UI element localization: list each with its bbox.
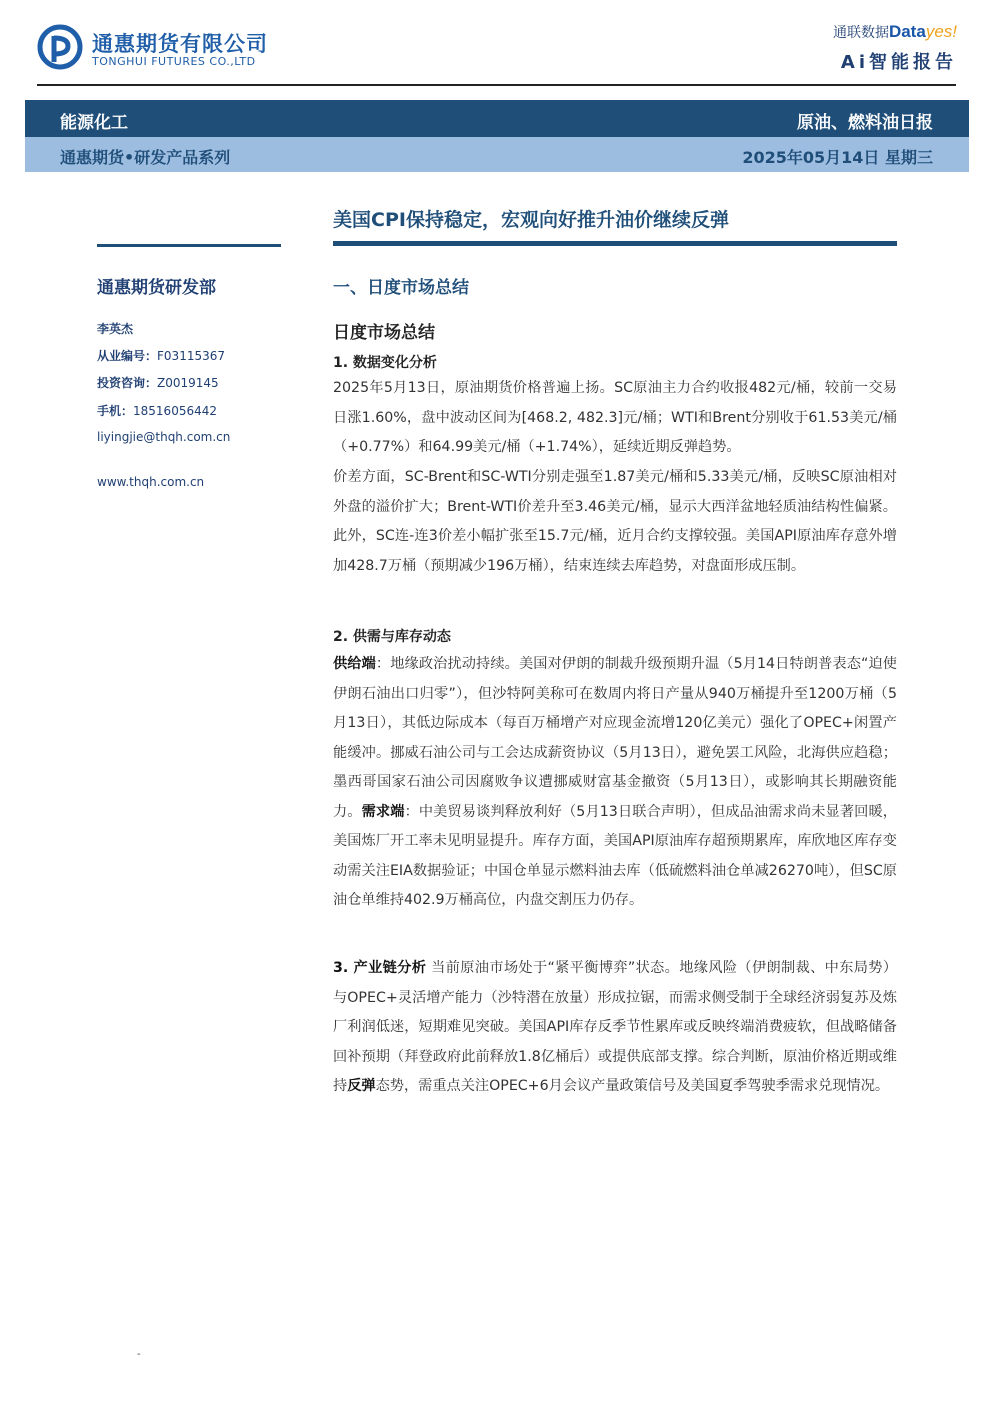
datayes-prefix: 通联数据 [832, 25, 889, 41]
data-analysis-paragraph-1: 2025年5月13日，原油期货价格普遍上扬。SC原油主力合约收报482元/桶，较前一交易日涨1.60%，盘中波动区间为[468.2, 482.3]元/桶；WTI和Brent分别收于61.53美元/桶（+0.77%）和64.99美元/桶（+1.74%），延续近期反弹趋势。 [333, 380, 897, 455]
subsection-heading: 日度市场总结 [333, 323, 435, 343]
advisory-label: 投资咨询： [97, 376, 158, 390]
report-type-label: 原油、燃料油日报 [797, 113, 933, 133]
ai-report-label: Ai智能报告 [840, 52, 957, 73]
tonghui-logo-icon [37, 24, 83, 70]
title-underline [333, 241, 897, 246]
section-heading: 一、日度市场总结 [333, 278, 469, 298]
sector-band [25, 100, 969, 137]
data-analysis-heading: 1. 数据变化分析 [333, 355, 437, 371]
series-band [25, 137, 969, 172]
license-row [97, 347, 225, 364]
department-name: 通惠期货研发部 [97, 278, 216, 298]
datayes-logo [833, 22, 957, 42]
supply-demand-paragraph [333, 650, 897, 916]
supply-label: 供给端 [333, 656, 376, 672]
email-link[interactable]: liyingjie@thqh.com.cn [97, 430, 231, 444]
supply-demand-heading: 2. 供需与库存动态 [333, 629, 451, 645]
industry-chain-paragraph [333, 954, 897, 1102]
footer-mark: - [137, 1349, 141, 1360]
industry-chain-text-b: 态势，需重点关注OPEC+6月会议产量政策信号及美国夏季驾驶季需求兑现情况。 [375, 1078, 890, 1094]
industry-chain-heading: 3. 产业链分析 [333, 960, 427, 976]
series-label: 通惠期货•研发产品系列 [60, 148, 231, 167]
demand-label: 需求端 [361, 803, 405, 820]
datayes-brand: Data [888, 22, 926, 41]
datayes-suffix: yes! [925, 22, 957, 41]
document-title: 美国CPI保持稳定，宏观向好推升油价继续反弹 [333, 209, 729, 231]
report-date: 2025年05月14日 星期三 [742, 148, 933, 167]
demand-text: ：中美贸易谈判释放利好（5月13日联合声明），但成品油需求尚未显著回暖，美国炼厂开工率未见明显提升。库存方面，美国API原油库存超预期累库，库欣地区库存变动需关注EIA数据验证；中国仓单显示燃料油去库（低硫燃料油仓单减26270吨），但SC原油仓单维持402.9万桶高位，内盘交割压力仍存。 [333, 803, 897, 908]
rebound-emphasis: 反弹 [347, 1078, 376, 1094]
header-divider [37, 84, 956, 86]
data-analysis-paragraph-2: 价差方面，SC-Brent和SC-WTI分别走强至1.87美元/桶和5.33美元/桶，反映SC原油相对外盘的溢价扩大；Brent-WTI价差升至3.46美元/桶，显示大西洋盆地轻质油结构性偏紧。此外，SC连-连3价差小幅扩张至15.7元/桶，近月合约支撑较强。美国API原油库存意外增加428.7万桶（预期减少196万桶），结束连续去库趋势，对盘面形成压制。 [333, 469, 897, 574]
phone-label: 手机： [97, 404, 134, 418]
company-name-en: TONGHUI FUTURES CO.,LTD [92, 55, 256, 68]
advisory-row [97, 374, 219, 391]
sidebar-divider [97, 244, 281, 247]
advisory-value: Z0019145 [157, 376, 219, 390]
license-value: F03115367 [157, 349, 225, 363]
company-name-cn: 通惠期货有限公司 [92, 32, 268, 56]
website-link[interactable]: www.thqh.com.cn [97, 475, 205, 489]
industry-chain-text-a: 当前原油市场处于“紧平衡博弈”状态。地缘风险（伊朗制裁、中东局势）与OPEC+灵活增产能力（沙特潜在放量）形成拉锯，而需求侧受制于全球经济弱复苏及炼厂利润低迷，短期难见突破。美国API库存反季节性累库或反映终端消费疲软，但战略储备回补预期（拜登政府此前释放1.8亿桶后）或提供底部支撑。综合判断，原油价格近期或维持 [333, 960, 898, 1094]
analyst-name: 李英杰 [97, 322, 134, 336]
phone-value: 18516056442 [133, 404, 217, 418]
supply-text: ：地缘政治扰动持续。美国对伊朗的制裁升级预期升温（5月14日特朗普表态“迫使伊朗石油出口归零”），但沙特阿美称可在数周内将日产量从940万桶提升至1200万桶（5月13日），其低边际成本（每百万桶增产对应现金流增120亿美元）强化了OPEC+闲置产能缓冲。挪威石油公司与工会达成薪资协议（5月13日），避免罢工风险，北海供应趋稳；墨西哥国家石油公司因腐败争议遭挪威财富基金撤资（5月13日），或影响其长期融资能力。 [333, 656, 897, 820]
license-label: 从业编号： [97, 349, 158, 363]
phone-row [97, 402, 217, 419]
sector-label: 能源化工 [60, 113, 128, 133]
